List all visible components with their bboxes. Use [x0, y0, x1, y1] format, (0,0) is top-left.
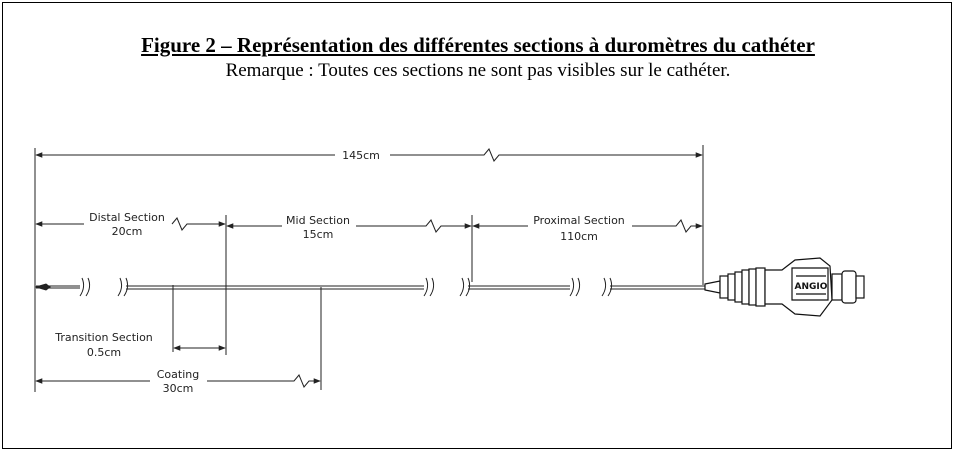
label-distal-name: Distal Section — [89, 211, 165, 224]
catheter-hub — [705, 258, 864, 316]
catheter-shaft — [36, 278, 705, 296]
figure-title: Figure 2 – Représentation des différentes sections à duromètres du cathéter — [141, 33, 815, 57]
label-total-length: 145cm — [342, 149, 380, 162]
label-coating-name: Coating — [156, 368, 200, 381]
label-mid-name: Mid Section — [286, 214, 350, 227]
label-proximal-value: 110cm — [560, 230, 598, 243]
label-transition-name: Transition Section — [55, 331, 153, 344]
label-coating-value: 30cm — [162, 382, 194, 395]
label-transition-value: 0.5cm — [86, 346, 122, 359]
label-distal-value: 20cm — [111, 225, 143, 238]
figure-remark: Remarque : Toutes ces sections ne sont pas visibles sur le cathéter. — [225, 60, 731, 81]
label-proximal-name: Proximal Section — [533, 214, 625, 227]
label-mid-value: 15cm — [302, 228, 334, 241]
hub-logo: ANGIO — [794, 282, 828, 292]
